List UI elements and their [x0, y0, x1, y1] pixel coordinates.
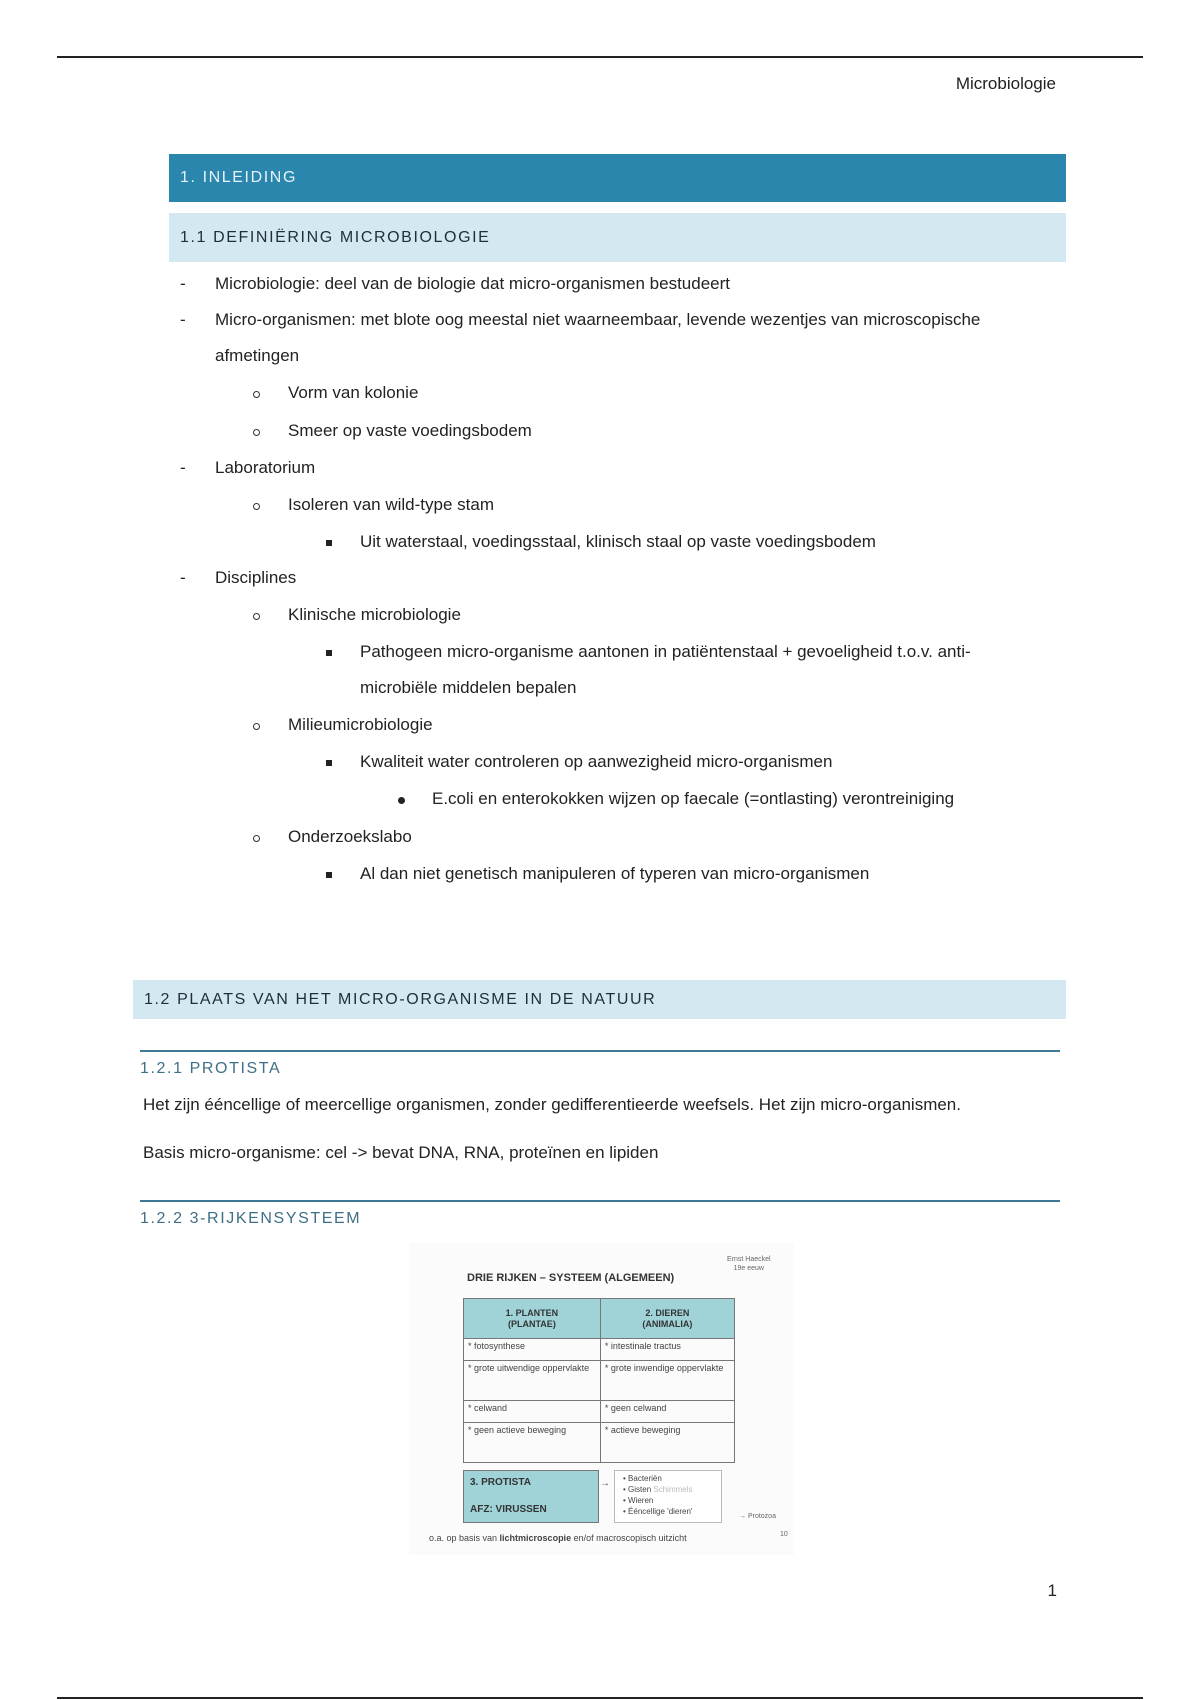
list-item: Onderzoekslabo: [288, 827, 412, 846]
figure-attribution: Ernst Haeckel 19e eeuw: [727, 1256, 771, 1272]
list-item: Milieumicrobiologie: [288, 715, 433, 734]
list-item: afmetingen: [215, 346, 300, 365]
circle-bullet-icon: [253, 723, 260, 730]
protista-label: 3. PROTISTA: [470, 1477, 531, 1488]
table-cell: * actieve beweging: [600, 1423, 734, 1463]
list-item: • Gisten Schimmels: [623, 1485, 693, 1494]
document-title: Microbiologie: [955, 74, 1056, 93]
list-item: Klinische microbiologie: [288, 605, 461, 624]
figure-title: DRIE RIJKEN – SYSTEEM (ALGEMEEN): [467, 1272, 675, 1284]
protista-paragraph-2: Basis micro-organisme: cel -> bevat DNA, RNA, proteïnen en lipiden: [143, 1143, 659, 1162]
three-kingdoms-figure: [409, 1243, 794, 1555]
list-item: E.coli en enterokokken wijzen op faecale (=ontlasting) verontreiniging: [432, 789, 955, 808]
circle-bullet-icon: [253, 429, 260, 436]
table-row: [464, 1339, 735, 1361]
list-item: Disciplines: [215, 568, 297, 587]
table-cell: * fotosynthese: [464, 1339, 601, 1361]
protista-list: [614, 1470, 722, 1523]
bottom-rule: [57, 1697, 1143, 1699]
section-heading-inleiding: 1. INLEIDING: [169, 154, 1066, 202]
table-row: [464, 1423, 735, 1463]
list-item: Smeer op vaste voedingsbodem: [288, 421, 532, 440]
list-item: Micro-organismen: met blote oog meestal niet waarneembaar, levende wezentjes van microscopische: [215, 310, 981, 329]
list-item: Pathogeen micro-organisme aantonen in patiëntenstaal + gevoeligheid t.o.v. anti-: [360, 642, 971, 661]
list-item: Kwaliteit water controleren op aanwezigheid micro-organismen: [360, 752, 833, 771]
subsection-heading-rijkensysteem: 1.2.2 3-RIJKENSYSTEEM: [140, 1200, 1060, 1228]
circle-bullet-icon: [253, 503, 260, 510]
figure-page-ref: 10: [780, 1531, 788, 1538]
square-bullet-icon: [326, 760, 332, 766]
subsection-heading-protista: 1.2.1 PROTISTA: [140, 1050, 1060, 1078]
table-cell: * intestinale tractus: [600, 1339, 734, 1361]
figure-caption: o.a. op basis van lichtmicroscopie en/of macroscopisch uitzicht: [429, 1533, 687, 1543]
table-cell: * celwand: [464, 1401, 601, 1423]
square-bullet-icon: [326, 872, 332, 878]
protozoa-note: → Protozoa: [739, 1513, 776, 1520]
square-bullet-icon: [326, 650, 332, 656]
list-item: Isoleren van wild-type stam: [288, 495, 494, 514]
protista-paragraph-1: Het zijn ééncellige of meercellige organismen, zonder gedifferentieerde weefsels. Het zijn micro-organismen.: [143, 1095, 961, 1114]
protista-box: [463, 1470, 599, 1523]
dash-bullet-icon: -: [180, 310, 186, 329]
list-item: • Wieren: [623, 1496, 654, 1505]
list-item: microbiële middelen bepalen: [360, 678, 577, 697]
table-cell: * geen celwand: [600, 1401, 734, 1423]
circle-bullet-icon: [253, 613, 260, 620]
list-item: Microbiologie: deel van de biologie dat micro-organismen bestudeert: [215, 274, 731, 293]
dash-bullet-icon: -: [180, 458, 186, 477]
table-cell: * geen actieve beweging: [464, 1423, 601, 1463]
list-item: Laboratorium: [215, 458, 316, 477]
list-item: Uit waterstaal, voedingsstaal, klinisch staal op vaste voedingsbodem: [360, 532, 876, 551]
page-number: 1: [1047, 1581, 1057, 1600]
arrow-right-icon: →: [600, 1478, 610, 1489]
square-bullet-icon: [326, 540, 332, 546]
table-row: [464, 1361, 735, 1401]
dash-bullet-icon: -: [180, 274, 186, 293]
section-heading-plaats: 1.2 PLAATS VAN HET MICRO-ORGANISME IN DE NATUUR: [133, 980, 1066, 1019]
list-item: Vorm van kolonie: [288, 383, 419, 402]
top-rule: [57, 56, 1143, 58]
dash-bullet-icon: -: [180, 568, 186, 587]
dot-bullet-icon: [398, 797, 405, 804]
plantae-header: 1. PLANTEN (PLANTAE): [464, 1299, 601, 1339]
subsection-heading-definiering: 1.1 DEFINIËRING MICROBIOLOGIE: [169, 213, 1066, 262]
list-item: Al dan niet genetisch manipuleren of typeren van micro-organismen: [360, 864, 870, 883]
kingdoms-table: [463, 1298, 735, 1463]
table-cell: * grote inwendige oppervlakte: [600, 1361, 734, 1401]
list-item: • Bacteriën: [623, 1474, 662, 1483]
list-item: • Ééncellige 'dieren': [623, 1507, 693, 1516]
table-row: [464, 1401, 735, 1423]
table-cell: * grote uitwendige oppervlakte: [464, 1361, 601, 1401]
circle-bullet-icon: [253, 391, 260, 398]
animalia-header: 2. DIEREN (ANIMALIA): [600, 1299, 734, 1339]
circle-bullet-icon: [253, 835, 260, 842]
virus-label: AFZ: VIRUSSEN: [470, 1504, 547, 1515]
